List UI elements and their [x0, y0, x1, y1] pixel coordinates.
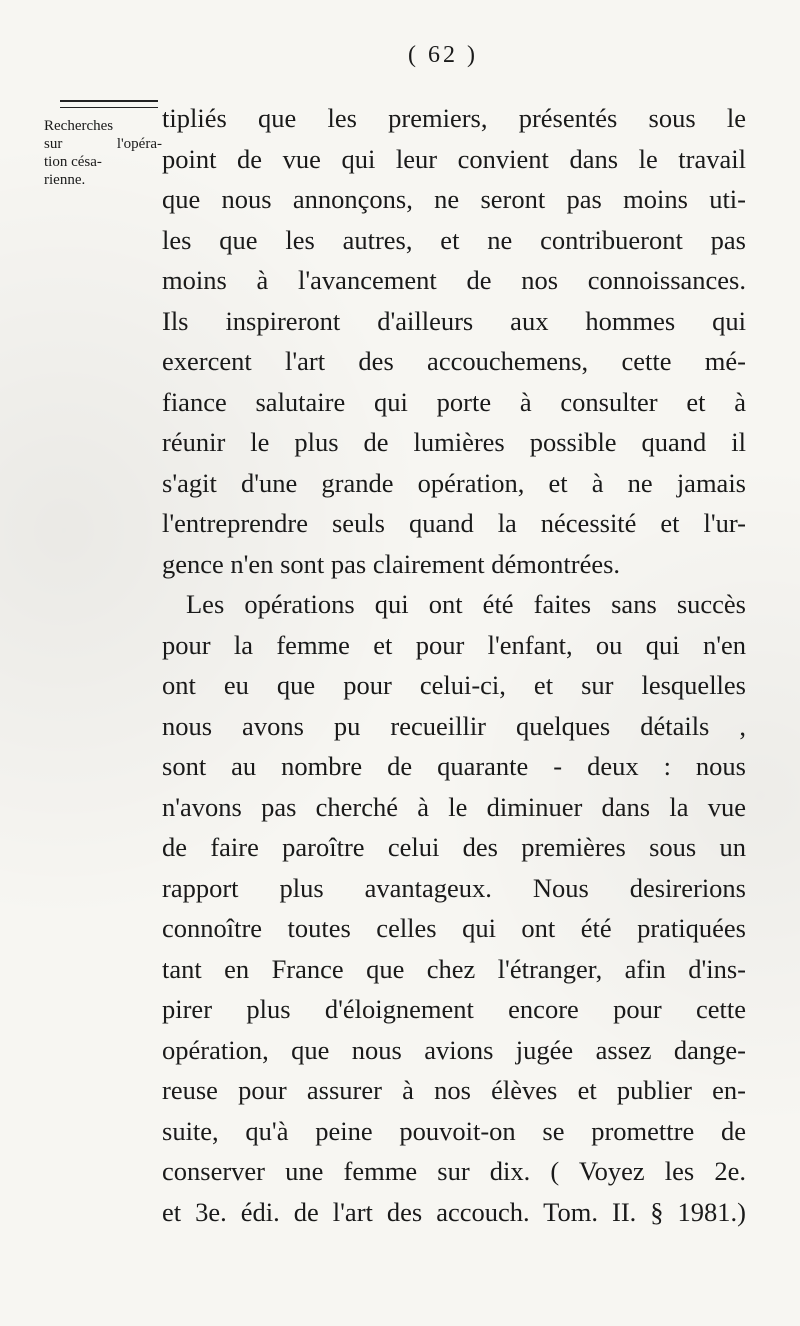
paragraph-start-line: Les opérations qui ont été faites sans succès: [186, 589, 746, 619]
body-text: [162, 98, 746, 1232]
text-line: fiance salutaire qui porte à consulter et à: [162, 386, 746, 417]
text-line: réunir le plus de lumières possible quand il: [162, 427, 746, 457]
margin-note-line: tion césa-: [44, 154, 102, 170]
text-line: reuse pour assurer à nos élèves et publier en-: [162, 1075, 746, 1105]
text-line: point de vue qui leur convient dans le travail: [162, 143, 746, 174]
text-line: que nous annonçons, ne seront pas moins uti-: [162, 184, 746, 214]
text-line: nous avons pu recueillir quelques détails ,: [162, 710, 746, 741]
text-line: n'avons pas cherché à le diminuer dans la vue: [162, 791, 746, 822]
text-line: pour la femme et pour l'enfant, ou qui n'en: [162, 629, 746, 660]
margin-rule: [60, 100, 158, 108]
text-line: Ils inspireront d'ailleurs aux hommes qui: [162, 305, 746, 336]
text-line: tant en France que chez l'étranger, afin d'ins-: [162, 953, 746, 984]
text-line: et 3e. édi. de l'art des accouch. Tom. II. § 1981.): [162, 1196, 746, 1227]
text-line: moins à l'avancement de nos connoissances.: [162, 265, 746, 295]
margin-note-line: sur l'opéra-: [44, 136, 162, 152]
text-line: l'entreprendre seuls quand la nécessité et l'ur-: [162, 508, 746, 538]
text-line: exercent l'art des accouchemens, cette mé-: [162, 346, 746, 376]
text-line: gence n'en sont pas clairement démontrées.: [162, 548, 621, 579]
text-line: pirer plus d'éloignement encore pour cette: [162, 994, 746, 1024]
text-line: suite, qu'à peine pouvoit-on se promettre de: [162, 1115, 746, 1146]
page-number: ( 62 ): [408, 42, 478, 68]
margin-note-line: rienne.: [44, 172, 86, 188]
margin-note-line: Recherches: [44, 118, 114, 134]
margin-note: [44, 117, 162, 189]
text-line: rapport plus avantageux. Nous desirerions: [162, 872, 746, 903]
text-line: conserver une femme sur dix. ( Voyez les 2e.: [162, 1156, 746, 1186]
text-line: opération, que nous avions jugée assez dange-: [162, 1034, 746, 1065]
text-line: sont au nombre de quarante - deux : nous: [162, 751, 746, 781]
text-line: s'agit d'une grande opération, et à ne jamais: [162, 467, 746, 498]
text-line: tipliés que les premiers, présentés sous le: [162, 103, 746, 133]
text-line: les que les autres, et ne contribueront pas: [162, 224, 746, 255]
text-line: ont eu que pour celui-ci, et sur lesquelles: [162, 670, 746, 700]
text-line: de faire paroître celui des premières sous un: [162, 832, 746, 862]
text-line: connoître toutes celles qui ont été pratiquées: [162, 913, 746, 943]
